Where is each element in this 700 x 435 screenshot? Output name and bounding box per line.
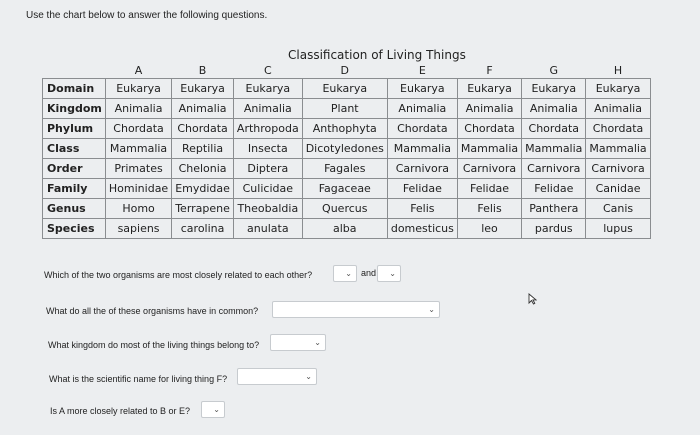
table-cell: Chelonia — [172, 159, 234, 179]
table-cell: Hominidae — [105, 179, 171, 199]
table-cell: Chordata — [387, 119, 457, 139]
question-3-text: What kingdom do most of the living things belong to? — [48, 340, 260, 350]
table-cell: anulata — [233, 219, 302, 239]
chevron-down-icon: ⌄ — [305, 372, 312, 381]
table-cell: Quercus — [302, 199, 387, 219]
table-cell: Eukarya — [457, 79, 521, 99]
table-cell: alba — [302, 219, 387, 239]
table-cell: Terrapene — [172, 199, 234, 219]
table-cell: Canidae — [586, 179, 650, 199]
table-cell: Culicidae — [233, 179, 302, 199]
question-1-select-1[interactable] — [333, 265, 357, 282]
rank-label: Genus — [43, 199, 106, 219]
column-letter: C — [263, 64, 272, 77]
question-4-select[interactable] — [237, 368, 317, 385]
table-cell: Animalia — [387, 99, 457, 119]
table-cell: Animalia — [105, 99, 171, 119]
table-cell: Homo — [105, 199, 171, 219]
table-cell: Mammalia — [522, 139, 586, 159]
table-cell: Insecta — [233, 139, 302, 159]
question-5-text: Is A more closely related to B or E? — [50, 406, 191, 416]
table-cell: Anthophyta — [302, 119, 387, 139]
table-row-genus — [43, 199, 651, 219]
table-cell: domesticus — [387, 219, 457, 239]
rank-label: Species — [43, 219, 106, 239]
rank-label: Class — [43, 139, 106, 159]
table-cell: leo — [457, 219, 521, 239]
table-cell: Mammalia — [105, 139, 171, 159]
table-cell: Eukarya — [586, 79, 650, 99]
table-cell: pardus — [522, 219, 586, 239]
table-cell: Eukarya — [172, 79, 234, 99]
column-letter: E — [418, 64, 426, 77]
table-cell: Primates — [105, 159, 171, 179]
table-cell: lupus — [586, 219, 650, 239]
table-cell: Animalia — [457, 99, 521, 119]
question-1-select-2[interactable] — [377, 265, 401, 282]
column-letter: G — [549, 64, 559, 77]
column-letter: A — [134, 64, 143, 77]
table-cell: carolina — [172, 219, 234, 239]
table-cell: Plant — [302, 99, 387, 119]
table-cell: Diptera — [233, 159, 302, 179]
question-3-select[interactable] — [270, 334, 326, 351]
question-5-select[interactable] — [201, 401, 225, 418]
rank-label: Kingdom — [43, 99, 106, 119]
table-cell: Chordata — [105, 119, 171, 139]
table-cell: Eukarya — [387, 79, 457, 99]
table-cell: Carnivora — [387, 159, 457, 179]
table-cell: Dicotyledones — [302, 139, 387, 159]
table-cell: Emydidae — [172, 179, 234, 199]
table-cell: Canis — [586, 199, 650, 219]
table-cell: Chordata — [586, 119, 650, 139]
column-letter: B — [198, 64, 207, 77]
rank-label: Phylum — [43, 119, 106, 139]
table-cell: Animalia — [172, 99, 234, 119]
table-cell: Reptilia — [172, 139, 234, 159]
table-cell: Carnivora — [586, 159, 650, 179]
table-cell: Fagaceae — [302, 179, 387, 199]
table-row-family — [43, 179, 651, 199]
table-cell: Mammalia — [387, 139, 457, 159]
chart-title: Classification of Living Things — [288, 48, 466, 62]
table-cell: Felidae — [522, 179, 586, 199]
table-cell: Mammalia — [457, 139, 521, 159]
table-cell: Carnivora — [522, 159, 586, 179]
table-cell: Fagales — [302, 159, 387, 179]
table-cell: Chordata — [172, 119, 234, 139]
table-cell: Arthropoda — [233, 119, 302, 139]
question-4-text: What is the scientific name for living thing F? — [49, 374, 228, 384]
table-row-phylum — [43, 119, 651, 139]
table-cell: Theobaldia — [233, 199, 302, 219]
question-2-text: What do all the of these organisms have in common? — [46, 306, 259, 316]
table-cell: sapiens — [105, 219, 171, 239]
column-letters — [0, 64, 700, 78]
question-2-select[interactable] — [272, 301, 440, 318]
table-row-kingdom — [43, 99, 651, 119]
table-row-species — [43, 219, 651, 239]
table-cell: Chordata — [522, 119, 586, 139]
table-cell: Animalia — [586, 99, 650, 119]
chevron-down-icon: ⌄ — [389, 269, 396, 278]
column-letter: F — [486, 64, 493, 77]
table-cell: Animalia — [233, 99, 302, 119]
table-row-domain — [43, 79, 651, 99]
table-cell: Eukarya — [302, 79, 387, 99]
table-cell: Eukarya — [105, 79, 171, 99]
table-cell: Panthera — [522, 199, 586, 219]
classification-table — [42, 78, 651, 239]
table-row-order — [43, 159, 651, 179]
and-label: and — [361, 268, 377, 278]
table-cell: Eukarya — [522, 79, 586, 99]
table-row-class — [43, 139, 651, 159]
instructions-text: Use the chart below to answer the following questions. — [26, 10, 268, 21]
table-cell: Felidae — [457, 179, 521, 199]
table-cell: Carnivora — [457, 159, 521, 179]
chevron-down-icon: ⌄ — [345, 269, 352, 278]
table-cell: Chordata — [457, 119, 521, 139]
table-cell: Animalia — [522, 99, 586, 119]
rank-label: Order — [43, 159, 106, 179]
chevron-down-icon: ⌄ — [428, 305, 435, 314]
mouse-pointer-icon — [528, 293, 537, 305]
table-cell: Felis — [457, 199, 521, 219]
table-cell: Mammalia — [586, 139, 650, 159]
chevron-down-icon: ⌄ — [314, 338, 321, 347]
table-cell: Eukarya — [233, 79, 302, 99]
rank-label: Family — [43, 179, 106, 199]
question-1-text: Which of the two organisms are most closely related to each other? — [44, 270, 313, 280]
rank-label: Domain — [43, 79, 106, 99]
column-letter: D — [340, 64, 350, 77]
chevron-down-icon: ⌄ — [213, 405, 220, 414]
column-letter: H — [613, 64, 623, 77]
table-cell: Felis — [387, 199, 457, 219]
table-cell: Felidae — [387, 179, 457, 199]
